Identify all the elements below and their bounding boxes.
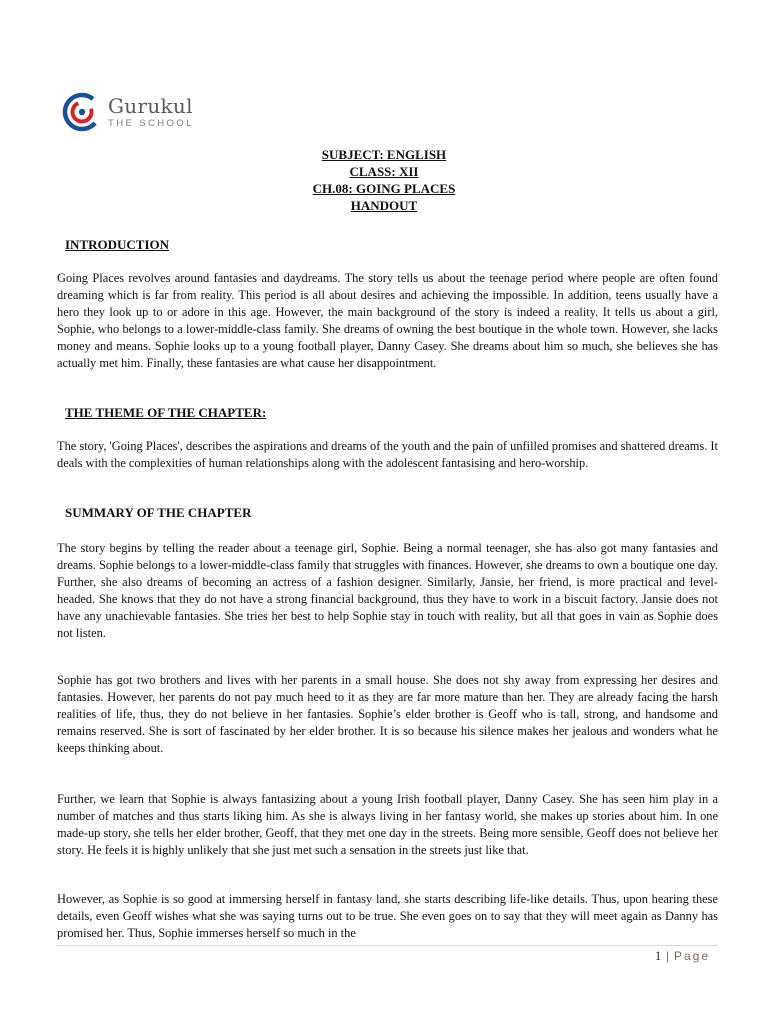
school-logo (62, 92, 194, 132)
summary-paragraph: However, as Sophie is so good at immersing herself in fantasy land, she starts describing life-like details. Thus, upon hearing these details, even Geoff wishes what she was saying turns out to be true. She even goes on to say that they will meet again as Danny has promised her. Thus, Sophie immerses herself so much in the (57, 892, 718, 940)
document-header (0, 146, 768, 214)
gurukul-logo-icon (62, 92, 102, 132)
summary-paragraph: The story begins by telling the reader about a teenage girl, Sophie. Being a normal teenager, she has also got many fantasies and dreams. Sophie belongs to a lower-middle-class family that struggles with finances. However, she dreams to own a boutique one day. Further, she also dreams of becoming an actress of a fashion designer. Similarly, Jansie, her friend, is more practical and level-headed. She knows that they do not have a strong financial background, thus they have to work in a biscuit factory. Jansie does not have any unachievable fantasies. She tries her best to help Sophie stay in touch with reality, but all that goes in vain as Sophie does not listen. (57, 541, 718, 640)
page-number: 1 (654, 949, 662, 963)
chapter-line: CH.08: GOING PLACES (312, 181, 456, 196)
logo-subtitle: THE SCHOOL (108, 117, 194, 129)
handout-line: HANDOUT (350, 198, 418, 213)
page-footer (655, 949, 710, 964)
footer-divider (57, 945, 718, 946)
page-label: Page (673, 949, 710, 963)
logo-name: Gurukul (108, 93, 193, 118)
introduction-heading: INTRODUCTION (65, 237, 170, 252)
theme-text: The story, 'Going Places', describes the aspirations and dreams of the youth and the pain of unfilled promises and shattered dreams. It deals with the complexities of human relationships along with the adolescent fantasising and hero-worship. (57, 439, 718, 470)
summary-heading: SUMMARY OF THE CHAPTER (65, 505, 252, 520)
class-line: CLASS: XII (349, 164, 419, 179)
summary-paragraph: Sophie has got two brothers and lives with her parents in a small house. She does not shy away from expressing her desires and fantasies. However, her parents do not pay much heed to it as they are far more mature than her. They are already facing the harsh realities of life, thus, they do not believe in her fantasies. Sophie’s elder brother is Geoff who is tall, strong, and handsome and remains reserved. She is sort of fascinated by her elder brother. It is so because his silence makes her jealous and wonders what he keeps thinking about. (57, 673, 718, 755)
page-separator: | (666, 949, 669, 963)
introduction-text: Going Places revolves around fantasies and daydreams. The story tells us about the teenage period where people are often found dreaming which is far from reality. This period is all about desires and achieving the impossible. In addition, teens usually have a hero they look up to or adore in this age. However, the main background of the story is indeed a reality. It tells us about a girl, Sophie, who belongs to a lower-middle-class family. She dreams of owning the best boutique in the whole town. However, she lacks money and means. Sophie looks up to a young football player, Danny Casey. She dreams about him so much, she believes she has actually met him. Finally, these fantasies are what cause her disappointment. (57, 271, 718, 370)
subject-line: SUBJECT: ENGLISH (321, 147, 447, 162)
summary-paragraph: Further, we learn that Sophie is always fantasizing about a young Irish football player, Danny Casey. She has seen him play in a number of matches and thus starts liking him. As she is always living in her fantasy world, she makes up stories about him. In one made-up story, she tells her elder brother, Geoff, that they met one day in the streets. Being more sensible, Geoff does not believe her story. He feels it is highly unlikely that she just met such a sensation in the streets just like that. (57, 792, 718, 857)
theme-heading: THE THEME OF THE CHAPTER: (65, 405, 267, 420)
